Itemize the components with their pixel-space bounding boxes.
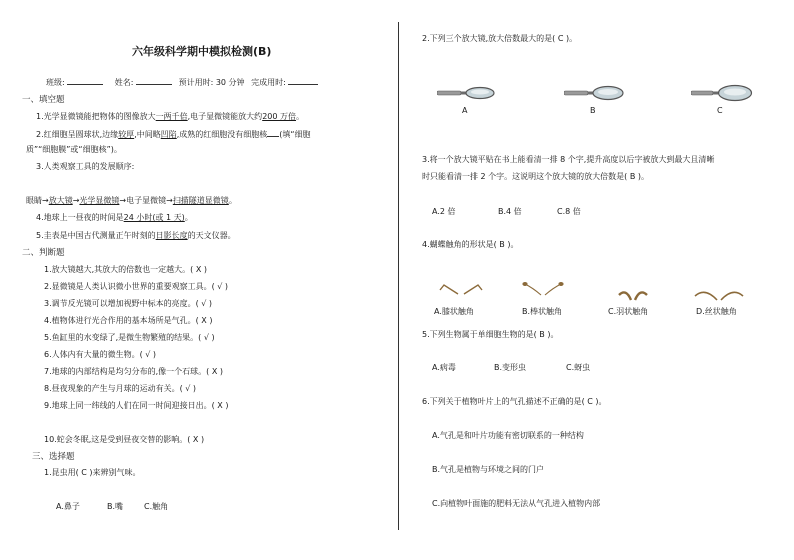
- time-text: 预计用时: 30 分钟: [178, 78, 245, 87]
- q2-mid1: ,中间略: [134, 130, 161, 139]
- choice-q4: 4.蝴蝶触角的形状是( B )。: [422, 240, 519, 249]
- q4-suffix: 。: [184, 213, 193, 222]
- judge-item-10: 10.蛇会冬眠,这是受到昼夜交替的影响。( X ): [44, 435, 205, 444]
- choice-q3-line1: 3.将一个放大镜平贴在书上能看清一排 8 个字,提升高度以后字被放大到最大且清晰: [422, 155, 715, 164]
- choice-q5-option: B.变形虫: [494, 363, 527, 372]
- section3-heading: 三、选择题: [32, 452, 75, 462]
- fill-q3: 3.人类观察工具的发展顺序:: [36, 162, 135, 171]
- q3-e: →电子显微镜→: [119, 196, 173, 205]
- choice-q5-option: C.蚜虫: [566, 363, 591, 372]
- fill-q2-line2: 质”“细胞膜”或“细胞核”)。: [26, 145, 122, 154]
- judge-item: 7.地球的内部结构是均匀分布的,像一个石球。( X ): [44, 367, 223, 376]
- magnifier-label: A: [462, 106, 468, 115]
- q2-blank: [267, 136, 279, 137]
- choice-q5-option: A.病毒: [432, 363, 456, 372]
- judge-item: 3.调节反光镜可以增加视野中标本的亮度。( √ ): [44, 299, 213, 308]
- choice-q2: 2.下列三个放大镜,放大倍数最大的是( C )。: [422, 34, 578, 43]
- clubbed-antenna-image: [521, 280, 565, 296]
- q2-suffix: (填“细胞: [279, 130, 311, 139]
- q5-prefix: 5.圭表是中国古代测量正午时刻的: [36, 231, 156, 240]
- q3-f: 扫描隧道显微镜: [172, 196, 229, 205]
- header-fields: [46, 78, 318, 88]
- choice-q5: 5.下列生物属于单细胞生物的是( B )。: [422, 330, 559, 339]
- choice-q1-option: B.嘴: [107, 502, 124, 511]
- name-blank[interactable]: [136, 84, 172, 85]
- magnifier-label: B: [590, 106, 596, 115]
- q4-prefix: 4.地球上一昼夜的时间是: [36, 213, 124, 222]
- q1-answer2: 200 万倍: [262, 112, 296, 121]
- fill-q3-answer: [26, 196, 237, 206]
- choice-q3-option: B.4 倍: [498, 207, 522, 216]
- choice-q3-option: C.8 倍: [557, 207, 581, 216]
- name-label: 姓名:: [114, 78, 134, 87]
- q3-b: 放大镜: [48, 196, 73, 205]
- q3-g: 。: [228, 196, 237, 205]
- q1-prefix: 1.光学显微镜能把物体的图像放大: [36, 112, 156, 121]
- q4-answer: 24 小时(或 1 天): [123, 213, 185, 222]
- judge-item: 9.地球上同一纬线的人们在同一时间迎接日出。( X ): [44, 401, 229, 410]
- q2-answer1: 较厚: [118, 130, 135, 139]
- choice-q3-option: A.2 倍: [432, 207, 456, 216]
- judge-item: 4.植物体进行光合作用的基本场所是气孔。( X ): [44, 316, 213, 325]
- choice-q1: 1.昆虫用( C )来辨别气味。: [44, 468, 141, 477]
- q3-c: →: [72, 196, 80, 205]
- choice-q4-option: A.膝状触角: [434, 307, 474, 316]
- elbowed-antenna-image: [438, 281, 484, 295]
- column-divider: [398, 22, 399, 530]
- choice-q4-option: C.羽状触角: [608, 307, 649, 316]
- q5-answer: 日影长度: [155, 231, 188, 240]
- page-title: 六年级科学期中模拟检测(B): [132, 45, 272, 58]
- choice-q1-option: C.触角: [144, 502, 169, 511]
- section2-heading: 二、判断题: [22, 248, 65, 258]
- choice-q4-option: B.棒状触角: [522, 307, 563, 316]
- q3-a: 眼睛→: [26, 196, 49, 205]
- judge-item: 6.人体内有大量的微生物。( √ ): [44, 350, 157, 359]
- magnifier-label: C: [717, 106, 723, 115]
- choice-q6-option: A.气孔是和叶片功能有密切联系的一种结构: [432, 431, 584, 440]
- choice-q6-option: C.向植物叶面施的肥料无法从气孔进入植物内部: [432, 499, 601, 508]
- feathery-antenna-image: [616, 285, 650, 301]
- fill-q2: [36, 130, 311, 140]
- fill-q5: [36, 231, 236, 241]
- section1-heading: 一、填空题: [22, 95, 65, 105]
- judge-item: 1.放大镜越大,其放大的倍数也一定越大。( X ): [44, 265, 207, 274]
- q1-suffix: 。: [296, 112, 304, 121]
- filiform-antenna-image: [693, 287, 745, 301]
- q5-suffix: 的天文仪器。: [187, 231, 236, 240]
- q2-answer2: 凹陷: [160, 130, 177, 139]
- judge-item: 2.显微镜是人类认识微小世界的重要观察工具。( √ ): [44, 282, 229, 291]
- class-blank[interactable]: [67, 84, 103, 85]
- q3-d: 光学显微镜: [79, 196, 120, 205]
- finish-label: 完成用时:: [251, 78, 286, 87]
- magnifier-b-image: [564, 85, 624, 101]
- q2-prefix: 2.红细胞呈圆球状,边缘: [36, 130, 119, 139]
- fill-q1: [36, 112, 304, 122]
- fill-q4: [36, 213, 193, 223]
- judge-item: 8.昼夜现象的产生与月球的运动有关。( √ ): [44, 384, 197, 393]
- magnifier-a-image: [437, 86, 495, 100]
- choice-q3-line2: 时只能看清一排 2 个字。这说明这个放大镜的放大倍数是( B )。: [422, 172, 649, 181]
- choice-q6: 6.下列关于植物叶片上的气孔描述不正确的是( C )。: [422, 397, 607, 406]
- q2-mid2: ,成熟的红细胞没有细胞核: [176, 130, 268, 139]
- magnifier-c-image: [691, 84, 753, 102]
- choice-q4-option: D.丝状触角: [696, 307, 737, 316]
- q1-answer1: 一两千倍: [155, 112, 188, 121]
- class-label: 班级:: [46, 78, 65, 87]
- choice-q1-option: A.鼻子: [56, 502, 80, 511]
- q1-mid: ,电子显微镜能放大约: [187, 112, 263, 121]
- judge-item: 5.鱼缸里的水变绿了,是微生物繁殖的结果。( √ ): [44, 333, 215, 342]
- finish-blank[interactable]: [288, 84, 318, 85]
- choice-q6-option: B.气孔是植物与环境之间的门户: [432, 465, 545, 474]
